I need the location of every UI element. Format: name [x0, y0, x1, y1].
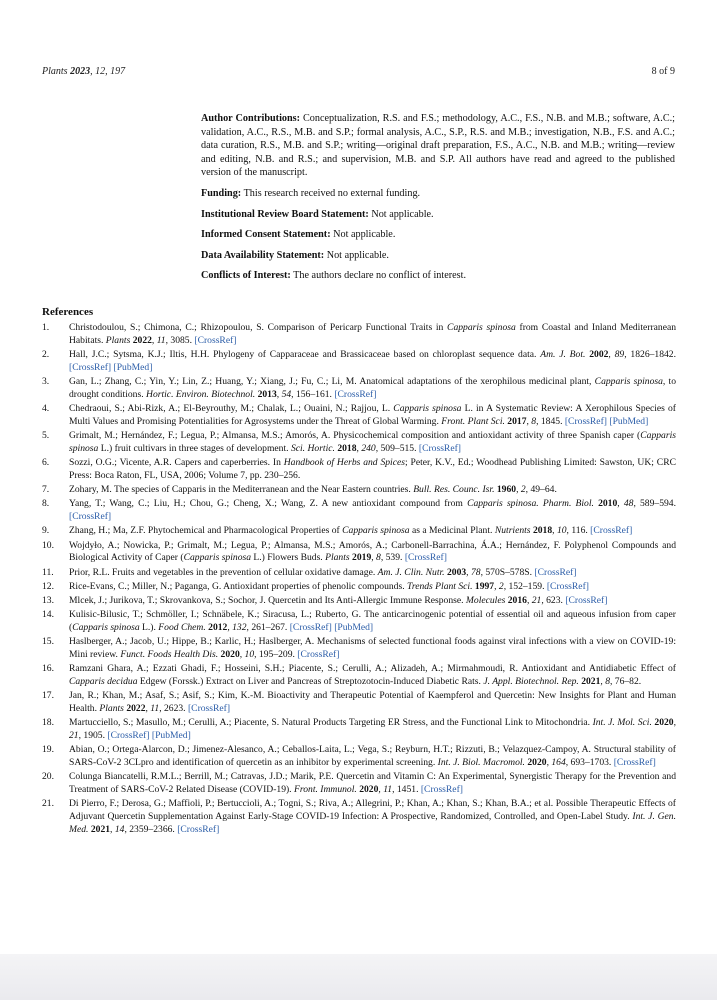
reference-italic-text: 54: [281, 388, 292, 400]
reference-text: ,: [378, 784, 384, 796]
statement-label: Author Contributions:: [201, 113, 301, 124]
reference-text: ,: [145, 703, 151, 715]
reference-italic-text: Bull. Res. Counc. Isr.: [413, 484, 495, 495]
reference-italic-text: Handbook of Herbs and Spices: [283, 457, 405, 468]
reference-item: [42, 717, 676, 742]
reference-italic-text: 10: [244, 649, 255, 661]
reference-text: Gan, L.; Zhang, C.; Yin, Y.; Lin, Z.; Huang, Y.; Xiang, J.; Fu, C.; Li, M. Anatomical adaptations of the xerophilous medicinal plant,: [69, 376, 595, 387]
reference-italic-text: 8: [376, 552, 381, 564]
reference-text: L. in A Systematic Review: A Xerophilous Species of Multi Values and Promising Potentialities for Agrosystems under the Threat of Global Warming.: [69, 403, 676, 427]
reference-text: , 539.: [380, 552, 405, 564]
reference-text: , 152–159.: [503, 580, 547, 592]
references-heading: References: [42, 306, 94, 318]
statement-text: Not applicable.: [326, 249, 389, 261]
reference-text: ,: [526, 595, 532, 607]
pubmed-link[interactable]: [PubMed]: [113, 361, 153, 373]
reference-italic-text: Capparis spinosa: [447, 322, 516, 333]
reference-italic-text: Front. Plant Sci.: [441, 415, 505, 427]
crossref-link[interactable]: [CrossRef]: [177, 823, 220, 835]
reference-italic-text: 8: [605, 676, 610, 688]
reference-text: ,: [466, 566, 471, 578]
reference-item: [42, 457, 676, 482]
reference-italic-text: 11: [383, 784, 393, 796]
crossref-link[interactable]: [CrossRef]: [404, 552, 447, 564]
reference-number: 20.: [42, 771, 54, 783]
reference-number: 21.: [42, 798, 54, 810]
pubmed-link[interactable]: [PubMed]: [151, 730, 191, 742]
reference-italic-text: Plants: [325, 552, 350, 564]
reference-text: Grimalt, M.; Hernández, F.; Legua, P.; Almansa, M.S.; Amorós, A. Physicochemical composition and antioxidant activity of three Spanish caper (: [69, 430, 641, 441]
reference-item: [42, 744, 676, 769]
statement-text: Conceptualization, R.S. and F.S.; methodology, A.C., F.S., N.B. and M.B.; software, A.C.; validation, A.C., R.S., M.B. and S.P.; formal analysis, A.C., S.P., R.S. and M.B.; investigation, N.B., F.S. and A.C.; data curation, R.S., M.B. and S.P.; writing—original draft preparation, F.S., A.C., N.B. and M.B.; writing—review and editing, N.B. and R.S.; and supervision, M.B. and S.P. All authors have read and agreed to the published version of the manuscript.: [201, 113, 676, 179]
statement-label: Conflicts of Interest:: [201, 270, 291, 282]
reference-italic-text: Plants: [105, 334, 131, 346]
reference-text: from Coastal and Inland Mediterranean Habitats.: [69, 322, 677, 346]
reference-text: ,: [608, 349, 615, 360]
reference-item: [42, 567, 676, 580]
statement-text: This research received no external funding.: [243, 187, 421, 199]
reference-item: [42, 636, 676, 661]
reference-italic-text: Funct. Foods Health Dis.: [120, 649, 219, 661]
reference-text: , 2623.: [159, 703, 188, 715]
reference-text: Kulisic-Bilusic, T.; Schmöller, I.; Schnäbele, K.; Siracusa, L.; Ruberto, G. The anticarcinogenic potential of essential oil and aqueous infusion from caper (: [69, 609, 676, 634]
reference-text: L.).: [139, 622, 159, 634]
crossref-link[interactable]: [CrossRef]: [334, 388, 377, 400]
reference-italic-text: Front. Immunol.: [293, 784, 357, 796]
reference-italic-text: Int. J. Gen. Med.: [69, 811, 676, 835]
crossref-link[interactable]: [CrossRef]: [69, 361, 112, 373]
statement-paragraph: [201, 228, 675, 242]
reference-year: 2020: [527, 757, 547, 769]
crossref-link[interactable]: [CrossRef]: [69, 511, 112, 522]
reference-item: [42, 595, 676, 608]
reference-text: , 261–267.: [246, 622, 290, 634]
reference-italic-text: 11: [150, 703, 160, 715]
crossref-link[interactable]: [CrossRef]: [187, 703, 231, 715]
reference-italic-text: 132: [232, 622, 247, 634]
reference-text: , 1451.: [392, 784, 421, 796]
reference-number: 5.: [42, 430, 50, 441]
reference-text: ,: [227, 622, 233, 634]
crossref-link[interactable]: [CrossRef]: [418, 442, 461, 454]
journal-name: Plants: [42, 66, 68, 77]
statement-paragraph: [201, 269, 675, 283]
reference-text: L.) fruit cultivars in three stages of development.: [98, 442, 291, 454]
reference-text: ,: [371, 552, 377, 564]
reference-number: 8.: [42, 498, 50, 510]
reference-text: Zhang, H.; Ma, Z.F. Phytochemical and Pharmacological Properties of: [69, 525, 343, 537]
reference-text: ,: [276, 388, 282, 400]
reference-italic-text: Am. J. Clin. Nutr.: [377, 566, 445, 578]
reference-italic-text: Capparis spinosa: [342, 525, 410, 537]
reference-year: 2002: [589, 349, 609, 360]
reference-year: 2021: [90, 823, 111, 835]
crossref-link[interactable]: [CrossRef]: [565, 595, 608, 607]
reference-year: 2010: [598, 498, 618, 510]
reference-text: Di Pierro, F.; Derosa, G.; Maffioli, P.; Bertuccioli, A.; Togni, S.; Riva, A.; Allegrini, P.; Khan, A.; Khan, S.; Khan, B.A.; et al. Possible Therapeutic Effects of Adjuvant Quercetin Supplementation Against Early-Stage COVID-19 Infection: A Prospective, Randomized, Controlled, and Open-Label Study.: [69, 798, 676, 823]
reference-text: , 693–1703.: [565, 757, 614, 769]
reference-number: 11.: [42, 566, 54, 578]
reference-text: L.) Flowers Buds.: [251, 552, 326, 564]
reference-item: [42, 771, 676, 796]
reference-year: 2017: [507, 415, 527, 427]
reference-text: Colunga Biancatelli, R.M.L.; Berrill, M.; Catravas, J.D.; Marik, P.E. Quercetin and Vitamin C: An Experimental, Synergistic Therapy for the Prevention and Treatment of SARS-CoV-2 Related Disease (COVID-19).: [69, 771, 676, 796]
reference-text: , 2359–2366.: [124, 823, 178, 835]
reference-text: , 570S–578S.: [480, 566, 535, 578]
reference-text: Abian, O.; Ortega-Alarcon, D.; Jimenez-Alesanco, A.; Ceballos-Laita, L.; Vega, S.; Reyburn, H.T.; Rizzuti, B.; Velazquez-Campoy, A. Structural stability of SARS-CoV-2 3CLpro and identification of quercetin as an inhibitor by experimental screening.: [69, 744, 676, 769]
reference-text: , to drought conditions.: [69, 376, 676, 400]
statement-paragraph: [201, 112, 675, 180]
reference-text: , 76–82.: [609, 676, 642, 688]
reference-number: 2.: [42, 349, 50, 360]
reference-italic-text: Capparis spinosa: [594, 376, 663, 387]
reference-item: [42, 663, 676, 688]
reference-italic-text: Plants: [99, 703, 124, 715]
reference-text: , 49–64.: [525, 484, 557, 495]
crossref-link[interactable]: [CrossRef]: [546, 580, 589, 592]
statement-label: Funding:: [201, 187, 242, 199]
reference-text: Mlcek, J.; Jurikova, T.; Skrovankova, S.; Sochor, J. Quercetin and Its Anti-Allergic Immune Response.: [69, 595, 466, 607]
reference-text: ,: [552, 525, 557, 537]
reference-italic-text: Capparis spinosa: [183, 552, 252, 564]
reference-text: , 195–209.: [254, 649, 298, 661]
reference-item: [42, 322, 676, 347]
reference-text: Rice-Evans, C.; Miller, N.; Paganga, G. Antioxidant properties of phenolic compounds.: [69, 580, 408, 592]
reference-year: 2020: [359, 784, 379, 796]
crossref-link[interactable]: [CrossRef]: [289, 622, 332, 634]
reference-italic-text: Capparis spinosa. Pharm. Biol.: [467, 498, 594, 510]
backmatter-statements: [201, 112, 675, 290]
reference-italic-text: Am. J. Bot.: [540, 349, 586, 360]
reference-text: Jan, R.; Khan, M.; Asaf, S.; Asif, S.; Kim, K.-M. Bioactivity and Therapeutic Potential of Kaempferol and Quercetin: New Insights for Plant and Human Health.: [69, 690, 676, 715]
crossref-link[interactable]: [CrossRef]: [297, 649, 340, 661]
statement-label: Informed Consent Statement:: [201, 229, 331, 241]
reference-number: 4.: [42, 403, 50, 414]
reference-text: ,: [673, 717, 676, 729]
reference-italic-text: 164: [551, 757, 566, 769]
reference-item: [42, 798, 676, 836]
reference-number: 16.: [42, 663, 54, 675]
reference-year: 2016: [507, 595, 527, 607]
reference-text: Christodoulou, S.; Chimona, C.; Rhizopoulou, S. Comparison of Pericarp Functional Traits in: [69, 322, 448, 333]
reference-text: , 1905.: [78, 730, 108, 742]
reference-year: 2018: [337, 442, 357, 454]
reference-text: ; Peter, K.V., Ed.; Woodhead Publishing Limited: Sawston, UK; CRC Press: Boca Raton, FL, USA, 2006; Volume 7, pp. 230–256.: [69, 457, 676, 481]
reference-text: ,: [600, 676, 606, 688]
reference-italic-text: 48: [623, 498, 634, 510]
reference-item: [42, 581, 676, 594]
reference-number: 7.: [42, 484, 50, 495]
reference-text: Ramzani Ghara, A.; Ezzati Ghadi, F.; Hosseini, S.H.; Piacente, S.; Cerulli, A.; Alizadeh, A.; Mirmahmoudi, R. Antioxidant and Antidiabetic Effect of: [69, 663, 676, 675]
reference-year: 2022: [132, 334, 152, 346]
statement-paragraph: [201, 187, 675, 201]
reference-year: 1997: [474, 580, 495, 592]
reference-year: 2020: [220, 649, 240, 661]
reference-text: Wojdyło, A.; Nowicka, P.; Grimalt, M.; Legua, P.; Almansa, M.S.; Amorós, A.; Carbonell-Barrachina, Á.A.; Hernández, F. Polyphenol Compounds and Biological Activity of Caper (: [69, 539, 676, 564]
reference-text: ,: [526, 415, 532, 427]
reference-item: [42, 430, 676, 455]
reference-text: ,: [546, 757, 552, 769]
reference-text: ,: [151, 334, 157, 346]
reference-text: ,: [239, 649, 245, 661]
reference-italic-text: 2: [498, 580, 504, 592]
statement-paragraph: [201, 208, 675, 222]
reference-text: ,: [356, 442, 362, 454]
reference-item: [42, 498, 676, 523]
reference-text: , 116.: [566, 525, 591, 537]
reference-italic-text: Capparis spinosa: [393, 403, 462, 414]
reference-italic-text: 8: [531, 415, 537, 427]
reference-italic-text: Int. J. Mol. Sci.: [592, 717, 652, 729]
statement-label: Data Availability Statement:: [201, 249, 325, 261]
reference-item: [42, 609, 676, 634]
reference-text: , 156–161.: [291, 388, 335, 400]
statement-paragraph: [201, 249, 675, 263]
reference-year: 2022: [126, 703, 146, 715]
reference-number: 3.: [42, 376, 50, 387]
reference-italic-text: J. Appl. Biotechnol. Rep.: [483, 676, 579, 688]
reference-italic-text: Capparis decidua: [69, 676, 138, 688]
page-number: 8 of 9: [651, 66, 675, 77]
reference-year: 2013: [257, 388, 277, 400]
statement-text: The authors declare no conflict of interest.: [293, 270, 467, 282]
reference-item: [42, 540, 676, 565]
reference-italic-text: Int. J. Biol. Macromol.: [437, 757, 525, 769]
reference-text: Yang, T.; Wang, C.; Liu, H.; Chou, G.; Cheng, X.; Wang, Z. A new antioxidant compound from: [69, 498, 468, 510]
reference-italic-text: 10: [556, 525, 567, 537]
reference-number: 14.: [42, 609, 54, 621]
crossref-link[interactable]: [CrossRef]: [590, 525, 633, 537]
crossref-link[interactable]: [CrossRef]: [613, 757, 656, 769]
reference-year: 2018: [532, 525, 553, 537]
reference-number: 6.: [42, 457, 50, 468]
reference-text: Martucciello, S.; Masullo, M.; Cerulli, A.; Piacente, S. Natural Products Targeting ER Stress, and the Functional Link to Mitochondria.: [69, 717, 593, 729]
reference-text: , 1826–1842.: [624, 349, 676, 360]
reference-year: 2019: [352, 552, 372, 564]
reference-year: 1960: [496, 484, 517, 495]
reference-text: Sozzi, O.G.; Vicente, A.R. Capers and caperberries. In: [69, 457, 284, 468]
article-number: 197: [110, 66, 126, 77]
reference-italic-text: Food Chem.: [158, 622, 206, 634]
journal-year: 2023: [70, 66, 91, 77]
reference-text: Haslberger, A.; Jacob, U.; Hippe, B.; Karlic, H.; Haslberger, A. Mechanisms of selected functional foods against viral infections with a view on COVID-19: Mini review.: [69, 636, 676, 661]
reference-text: as a Medicinal Plant.: [409, 525, 495, 537]
reference-italic-text: 2: [520, 484, 526, 495]
reference-item: [42, 376, 676, 401]
pubmed-link[interactable]: [PubMed]: [334, 622, 374, 634]
pubmed-link[interactable]: [PubMed]: [609, 415, 649, 427]
reference-italic-text: 21: [69, 730, 79, 742]
reference-text: Chedraoui, S.; Abi-Rizk, A.; El-Beyrouthy, M.; Chalak, L.; Ouaini, N.; Rajjou, L.: [69, 403, 394, 414]
reference-text: , 3085.: [165, 334, 195, 346]
reference-italic-text: Capparis spinosa: [69, 430, 676, 454]
reference-text: Edgew (Forssk.) Extract on Liver and Pancreas of Streptozotocin-Induced Diabetic Rats.: [137, 676, 484, 688]
reference-italic-text: 14: [114, 823, 125, 835]
reference-text: Zohary, M. The species of Capparis in the Mediterranean and the Near Eastern countries.: [69, 484, 414, 495]
crossref-link[interactable]: [CrossRef]: [564, 415, 607, 427]
reference-number: 15.: [42, 636, 54, 648]
statement-text: Not applicable.: [371, 208, 434, 220]
reference-year: 2003: [446, 566, 467, 578]
running-header: Plants 2023, 12, 197 8 of 9: [42, 66, 675, 77]
reference-italic-text: 11: [156, 334, 166, 346]
reference-italic-text: 21: [531, 595, 542, 607]
reference-text: ,: [617, 498, 624, 510]
reference-italic-text: 89: [614, 349, 625, 360]
reference-item: [42, 403, 676, 428]
reference-text: , 623.: [541, 595, 566, 607]
journal-volume: 12: [95, 66, 106, 77]
page-footer-band: [0, 954, 717, 1000]
reference-italic-text: Molecules: [465, 595, 506, 607]
reference-number: 13.: [42, 595, 54, 607]
reference-number: 9.: [42, 525, 50, 537]
reference-italic-text: Capparis spinosa: [72, 622, 140, 634]
reference-italic-text: 240: [361, 442, 376, 454]
reference-year: 2021: [581, 676, 601, 688]
reference-text: , 509–515.: [375, 442, 419, 454]
reference-text: ,: [110, 823, 115, 835]
reference-text: Prior, R.L. Fruits and vegetables in the prevention of cellular oxidative damage.: [69, 566, 378, 578]
reference-item: [42, 525, 676, 538]
crossref-link[interactable]: [CrossRef]: [420, 784, 463, 796]
crossref-link[interactable]: [CrossRef]: [534, 566, 577, 578]
reference-text: , 589–594.: [633, 498, 676, 510]
reference-italic-text: Sci. Hortic.: [290, 442, 335, 454]
reference-number: 17.: [42, 690, 54, 702]
reference-text: ,: [494, 580, 499, 592]
crossref-link[interactable]: [CrossRef]: [194, 334, 237, 346]
reference-number: 12.: [42, 580, 54, 592]
reference-list: [42, 322, 676, 838]
reference-text: Hall, J.C.; Sytsma, K.J.; Iltis, H.H. Phylogeny of Capparaceae and Brassicaceae based on chloroplast sequence data.: [69, 349, 541, 360]
statement-text: Not applicable.: [333, 229, 396, 241]
reference-italic-text: Trends Plant Sci.: [407, 580, 473, 592]
reference-item: [42, 690, 676, 715]
reference-text: , 1845.: [536, 415, 565, 427]
reference-year: 2020: [654, 717, 674, 729]
reference-item: [42, 484, 676, 497]
reference-number: 1.: [42, 322, 50, 333]
statement-label: Institutional Review Board Statement:: [201, 208, 369, 220]
reference-number: 19.: [42, 744, 54, 756]
reference-italic-text: Nutrients: [494, 525, 531, 537]
reference-item: [42, 349, 676, 374]
reference-italic-text: 78: [470, 566, 481, 578]
reference-number: 18.: [42, 717, 54, 729]
reference-number: 10.: [42, 539, 54, 551]
reference-text: ,: [516, 484, 521, 495]
reference-year: 2012: [208, 622, 228, 634]
crossref-link[interactable]: [CrossRef]: [107, 730, 150, 742]
reference-italic-text: Hortic. Environ. Biotechnol.: [146, 388, 256, 400]
